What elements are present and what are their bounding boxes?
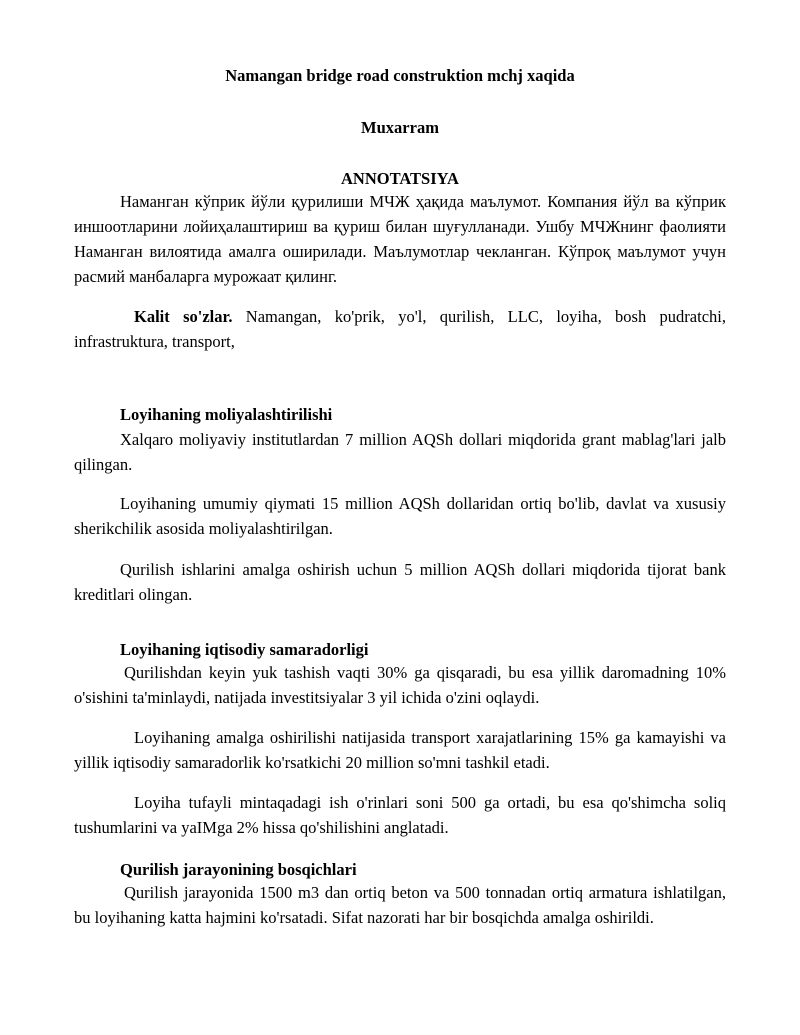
keywords-label: Kalit so'zlar.: [134, 307, 233, 326]
section-heading-stages: Qurilish jarayonining bosqichlari: [120, 860, 357, 879]
section-heading-efficiency: Loyihaning iqtisodiy samaradorligi: [120, 640, 369, 659]
annotation-heading: ANNOTATSIYA: [341, 169, 459, 188]
section-heading-financing: Loyihaning moliyalashtirilishi: [120, 405, 333, 424]
annotation-text: Наманган кўприк йўли қурилиши МЧЖ ҳақида маълумот. Компания йўл ва кўприк иншоотларини лойиҳалаштириш ва қуриш билан шуғулланади. Ушбу МЧЖнинг фаолияти Наманган вилоятида амалга оширилади. Маълумотлар чекланган. Кўпроқ маълумот учун расмий манбаларга мурожаат қилинг.: [74, 192, 726, 286]
paragraph: Xalqaro moliyaviy institutlardan 7 million AQSh dollari miqdorida grant mablag'lari jalb qilingan.: [74, 430, 726, 474]
paragraph: Qurilish jarayonida 1500 m3 dan ortiq beton va 500 tonnadan ortiq armatura ishlatilgan, bu loyihaning katta hajmini ko'rsatadi. Sifat nazorati har bir bosqichda amalga oshirildi.: [74, 883, 726, 927]
paragraph: Loyiha tufayli mintaqadagi ish o'rinlari soni 500 ga ortadi, bu esa qo'shimcha soliq tushumlarini va yaIMga 2% hissa qo'shilishini anglatadi.: [74, 793, 726, 837]
document-title: Namangan bridge road construktion mchj xaqida: [225, 66, 575, 85]
keywords-text: Namangan, ko'prik, yo'l, qurilish, LLC, loyiha, bosh pudratchi, infrastruktura, transport,: [74, 307, 726, 351]
paragraph: Loyihaning umumiy qiymati 15 million AQSh dollaridan ortiq bo'lib, davlat va xususiy sherikchilik asosida moliyalashtirilgan.: [74, 494, 726, 538]
keywords-paragraph: [74, 304, 726, 354]
paragraph: Loyihaning amalga oshirilishi natijasida transport xarajatlarining 15% ga kamayishi va yillik iqtisodiy samaradorlik ko'rsatkichi 20 million so'mni tashkil etadi.: [74, 728, 726, 772]
paragraph: Qurilishdan keyin yuk tashish vaqti 30% ga qisqaradi, bu esa yillik daromadning 10% o'sishini ta'minlaydi, natijada investitsiyalar 3 yil ichida o'zini oqlaydi.: [74, 663, 726, 707]
paragraph: Qurilish ishlarini amalga oshirish uchun 5 million AQSh dollari miqdorida tijorat bank kreditlari olingan.: [74, 560, 726, 604]
author-name: Muxarram: [361, 118, 439, 137]
